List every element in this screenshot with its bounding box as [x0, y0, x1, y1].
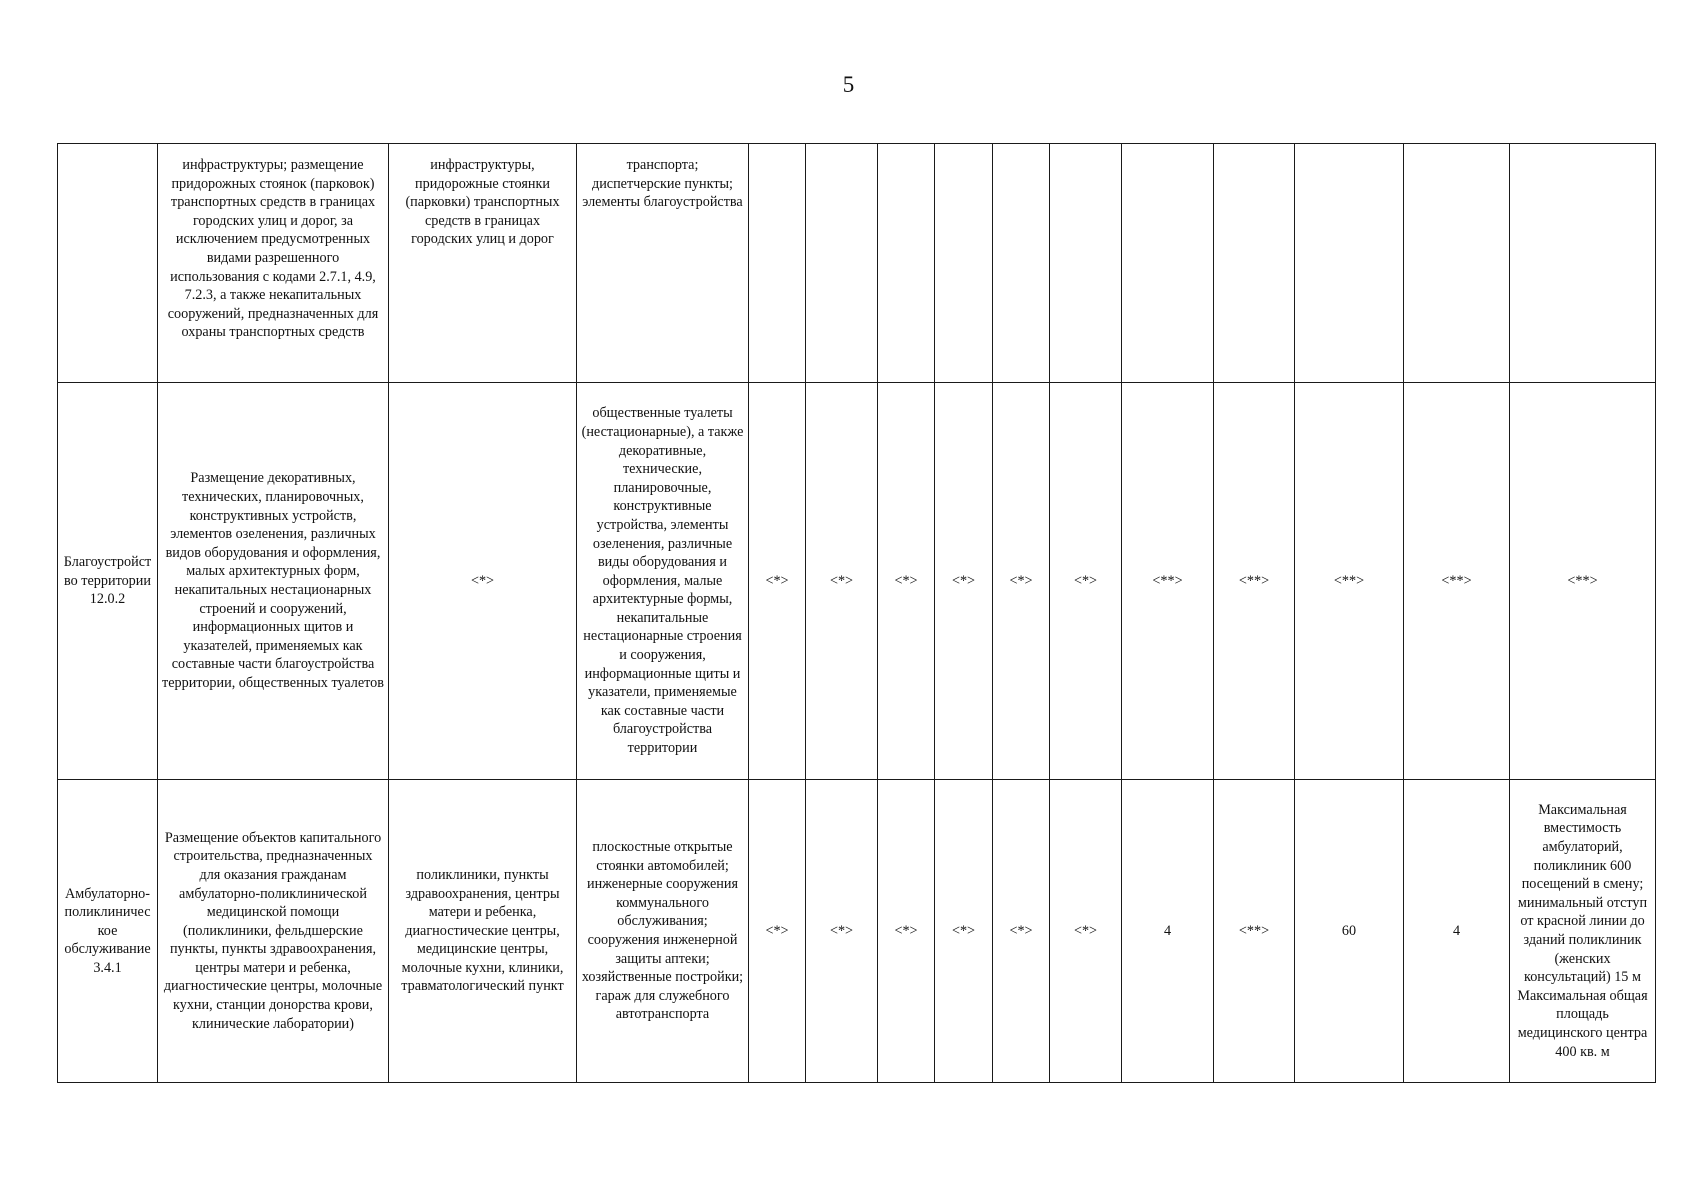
parameter-cell: <*> — [806, 780, 878, 1083]
parameter-cell — [935, 144, 993, 383]
parameter-cell: 60 — [1295, 780, 1404, 1083]
parameter-cell: <**> — [1122, 383, 1214, 780]
land-use-type-cell: Благоустройство территории 12.0.2 — [58, 383, 158, 780]
parameter-cell: <*> — [1050, 780, 1122, 1083]
parameter-cell: <**> — [1404, 383, 1510, 780]
land-use-type-cell: Амбулаторно-поликлиническое обслуживание 3.4.1 — [58, 780, 158, 1083]
parameter-cell — [1295, 144, 1404, 383]
table-row — [58, 780, 1656, 1083]
main-use-cell: инфраструктуры, придорожные стоянки (парковки) транспортных средств в границах городских улиц и дорог — [389, 144, 577, 383]
parameter-cell: <*> — [993, 780, 1050, 1083]
main-use-cell: поликлиники, пункты здравоохранения, центры матери и ребенка, диагностические центры, медицинские центры, молочные кухни, клиники, травматологический пункт — [389, 780, 577, 1083]
parameter-cell: 4 — [1122, 780, 1214, 1083]
land-use-description-cell: Размещение декоративных, технических, планировочных, конструктивных устройств, элементов озеленения, различных видов оборудования и оформления, малых архитектурных форм, некапитальных нестационарных строений и сооружений, информационных щитов и указателей, применяемых как составные части благоустройства территории, общественных туалетов — [158, 383, 389, 780]
parameter-cell: <*> — [878, 780, 935, 1083]
parameter-cell: <*> — [749, 780, 806, 1083]
parameter-cell — [1050, 144, 1122, 383]
land-use-description-cell: Размещение объектов капитального строительства, предназначенных для оказания гражданам амбулаторно-поликлинической медицинской помощи (поликлиники, фельдшерские пункты, пункты здравоохранения, центры матери и ребенка, диагностические центры, молочные кухни, станции донорства крови, клинические лаборатории) — [158, 780, 389, 1083]
parameter-cell: <**> — [1214, 383, 1295, 780]
parameter-cell: <**> — [1295, 383, 1404, 780]
notes-cell: Максимальная вместимость амбулаторий, поликлиник 600 посещений в смену; минимальный отступ от красной линии до зданий поликлиник (женских консультаций) 15 м Максимальная общая площадь медицинского центра 400 кв. м — [1510, 780, 1656, 1083]
parameter-cell — [1214, 144, 1295, 383]
parameter-cell: <*> — [935, 383, 993, 780]
auxiliary-use-cell: общественные туалеты (нестационарные), а также декоративные, технические, планировочные, конструктивные устройства, элементы озеленения, различные виды оборудования и оформления, малые архитектурные формы, некапитальные нестационарные строения и сооружения, информационные щиты и указатели, применяемые как составные части благоустройства территории — [577, 383, 749, 780]
parameter-cell: <*> — [749, 383, 806, 780]
auxiliary-use-cell: транспорта; диспетчерские пункты; элементы благоустройства — [577, 144, 749, 383]
main-use-cell: <*> — [389, 383, 577, 780]
parameter-cell: <*> — [1050, 383, 1122, 780]
parameter-cell — [1122, 144, 1214, 383]
parameter-cell: <**> — [1214, 780, 1295, 1083]
page-number: 5 — [842, 72, 855, 97]
notes-cell: <**> — [1510, 383, 1656, 780]
notes-cell — [1510, 144, 1656, 383]
parameter-cell — [993, 144, 1050, 383]
parameter-cell: <*> — [878, 383, 935, 780]
parameter-cell: <*> — [935, 780, 993, 1083]
land-use-type-cell — [58, 144, 158, 383]
table-row — [58, 383, 1656, 780]
parameter-cell: 4 — [1404, 780, 1510, 1083]
auxiliary-use-cell: плоскостные открытые стоянки автомобилей; инженерные сооружения коммунального обслуживания; сооружения инженерной защиты аптеки; хозяйственные постройки; гараж для служебного автотранспорта — [577, 780, 749, 1083]
parameter-cell — [1404, 144, 1510, 383]
parameter-cell — [878, 144, 935, 383]
parameter-cell: <*> — [806, 383, 878, 780]
table-row — [58, 144, 1656, 383]
parameter-cell: <*> — [993, 383, 1050, 780]
regulation-table — [57, 143, 1656, 1083]
land-use-description-cell: инфраструктуры; размещение придорожных стоянок (парковок) транспортных средств в границах городских улиц и дорог, за исключением предусмотренных видами разрешенного использования с кодами 2.7.1, 4.9, 7.2.3, а также некапитальных сооружений, предназначенных для охраны транспортных средств — [158, 144, 389, 383]
parameter-cell — [749, 144, 806, 383]
parameter-cell — [806, 144, 878, 383]
